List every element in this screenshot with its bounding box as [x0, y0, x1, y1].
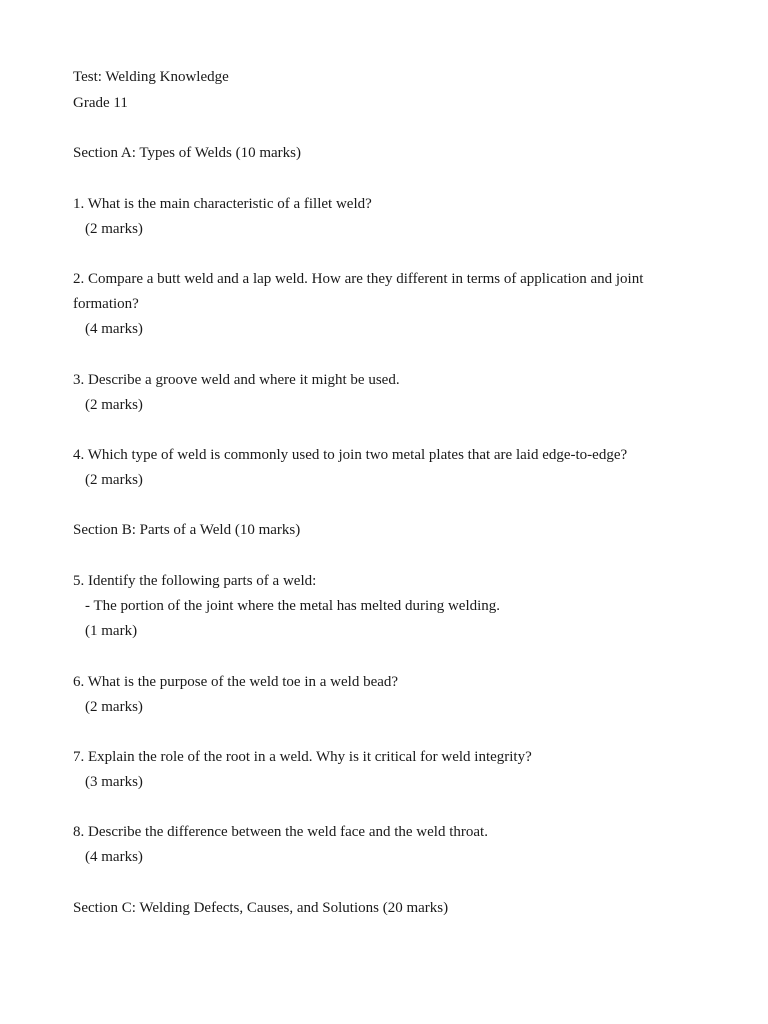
question-4-marks: (2 marks)	[85, 472, 143, 488]
question-2-text-continued: formation?	[73, 296, 139, 312]
question-5-marks: (1 mark)	[85, 623, 138, 639]
question-3-marks: (2 marks)	[85, 397, 143, 413]
question-6-text: 6. What is the purpose of the weld toe in a weld bead?	[73, 674, 399, 690]
question-8-marks: (4 marks)	[85, 849, 143, 865]
grade-label: Grade 11	[73, 95, 128, 111]
question-5-subitem: - The portion of the joint where the metal has melted during welding.	[85, 598, 501, 614]
question-6-marks: (2 marks)	[85, 699, 143, 715]
section-a-heading: Section A: Types of Welds (10 marks)	[73, 145, 301, 161]
question-1-text: 1. What is the main characteristic of a fillet weld?	[73, 196, 372, 212]
section-b-heading: Section B: Parts of a Weld (10 marks)	[73, 522, 301, 538]
question-4-text: 4. Which type of weld is commonly used to join two metal plates that are laid edge-to-edge?	[73, 447, 628, 463]
question-1-marks: (2 marks)	[85, 221, 143, 237]
question-3-text: 3. Describe a groove weld and where it might be used.	[73, 372, 400, 388]
question-7-text: 7. Explain the role of the root in a weld. Why is it critical for weld integrity?	[73, 749, 532, 765]
question-7-marks: (3 marks)	[85, 774, 143, 790]
question-2-text: 2. Compare a butt weld and a lap weld. How are they different in terms of application and joint	[73, 271, 644, 287]
question-5-text: 5. Identify the following parts of a weld:	[73, 573, 317, 589]
section-c-heading: Section C: Welding Defects, Causes, and Solutions (20 marks)	[73, 900, 449, 916]
document-title: Test: Welding Knowledge	[73, 69, 229, 85]
question-2-marks: (4 marks)	[85, 321, 143, 337]
question-8-text: 8. Describe the difference between the weld face and the weld throat.	[73, 824, 488, 840]
